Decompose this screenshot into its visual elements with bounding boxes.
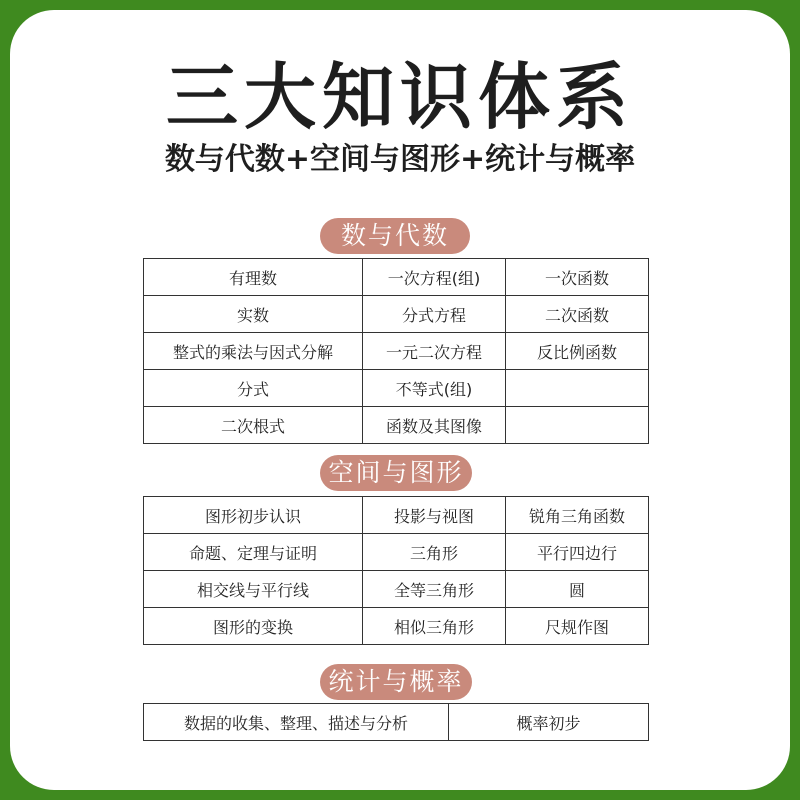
table-cell: 反比例函数 [506,333,649,370]
table-number-algebra [143,258,649,444]
table-cell: 二次根式 [144,407,363,444]
table-statistics-probability [143,703,649,741]
table-cell: 一次函数 [506,259,649,296]
table-cell: 二次函数 [506,296,649,333]
page-title: 三大知识体系 [165,55,634,139]
table-cell: 相似三角形 [363,608,506,645]
section-label-statistics-probability: 统计与概率 [320,664,472,700]
table-cell: 一元二次方程 [363,333,506,370]
table-cell: 分式 [144,370,363,407]
table-space-figure [143,496,649,645]
table-cell: 分式方程 [363,296,506,333]
table-cell: 有理数 [144,259,363,296]
table-row [144,370,649,407]
table-row [144,497,649,534]
table-cell: 三角形 [363,534,506,571]
table-row [144,407,649,444]
table-cell: 一次方程(组) [363,259,506,296]
page-subtitle: 数与代数+空间与图形+统计与概率 [164,142,636,177]
table-row [144,704,649,741]
table-row [144,571,649,608]
table-cell: 锐角三角函数 [506,497,649,534]
table-row [144,259,649,296]
table-row [144,608,649,645]
table-cell: 不等式(组) [363,370,506,407]
table-cell: 尺规作图 [506,608,649,645]
table-cell [506,370,649,407]
table-cell: 整式的乘法与因式分解 [144,333,363,370]
table-cell: 概率初步 [449,704,649,741]
table-cell: 命题、定理与证明 [144,534,363,571]
table-row [144,296,649,333]
table-cell: 函数及其图像 [363,407,506,444]
table-cell: 投影与视图 [363,497,506,534]
table-row [144,333,649,370]
table-cell: 数据的收集、整理、描述与分析 [144,704,449,741]
table-cell: 图形初步认识 [144,497,363,534]
table-cell: 全等三角形 [363,571,506,608]
table-cell [506,407,649,444]
section-label-space-figure: 空间与图形 [320,455,472,491]
table-cell: 图形的变换 [144,608,363,645]
table-cell: 圆 [506,571,649,608]
table-cell: 实数 [144,296,363,333]
section-label-number-algebra: 数与代数 [320,218,470,254]
table-cell: 平行四边行 [506,534,649,571]
table-cell: 相交线与平行线 [144,571,363,608]
table-row [144,534,649,571]
